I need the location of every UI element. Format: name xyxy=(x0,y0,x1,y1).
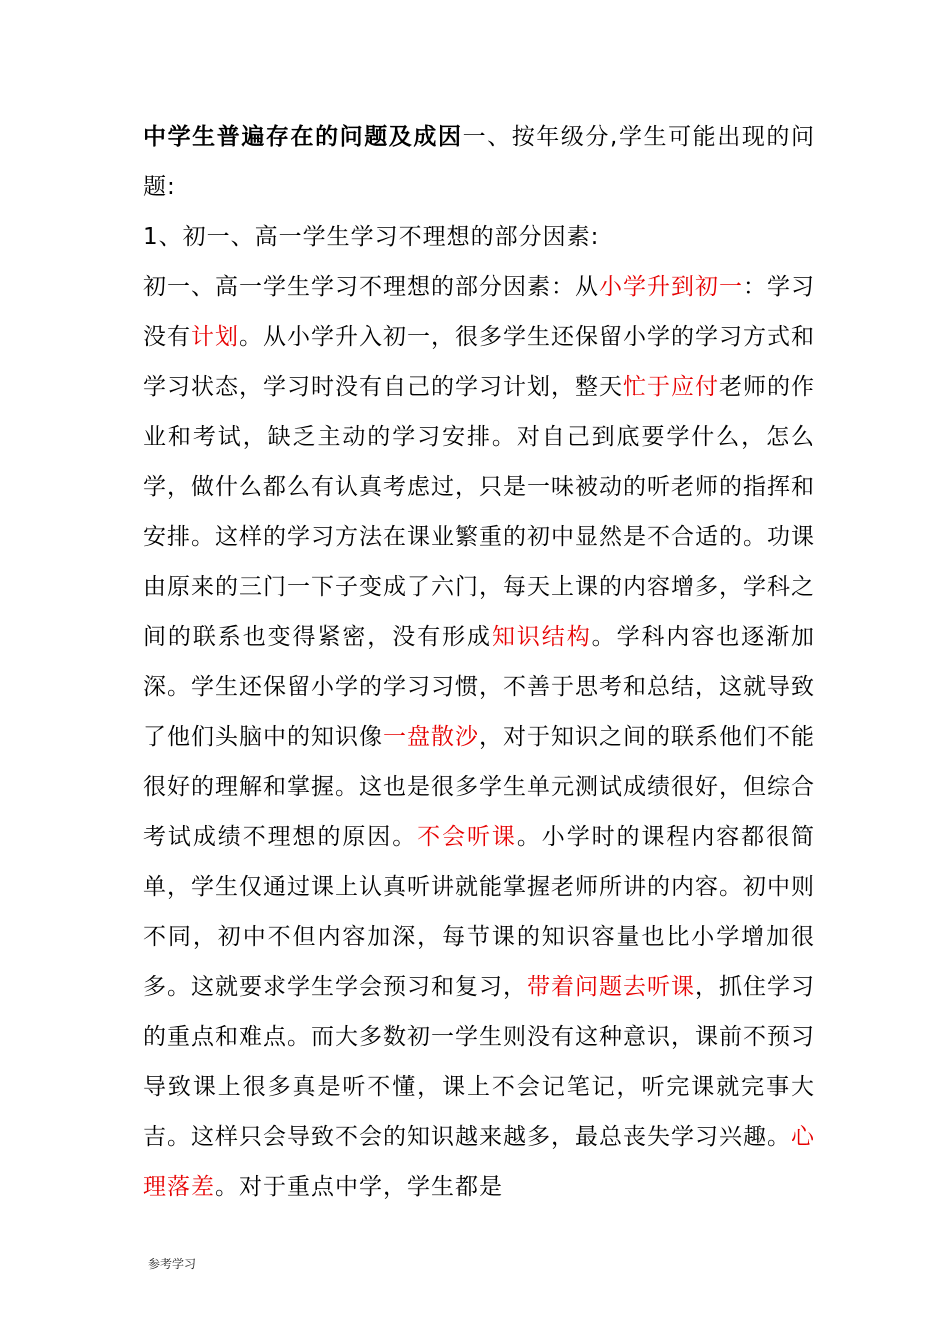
body-text-segment: 。从小学升入初一，很多学生还保留小学的学习方式和学习状态，学习时没有自己的学习计划，整天 xyxy=(143,324,815,400)
section-title: 1、初一、高一学生学习不理想的部分因素: xyxy=(143,224,600,250)
highlighted-phrase: 忙于应付 xyxy=(623,374,719,400)
highlighted-phrase: 心理落差 xyxy=(143,1124,815,1200)
highlighted-phrase: 知识结构 xyxy=(491,624,592,650)
heading-bold-title: 中学生普遍存在的问题及成因 xyxy=(143,124,463,150)
body-text-segment: ：学习没有 xyxy=(143,274,815,350)
body-text-segment: 。小学时的课程内容都很简单，学生仅通过课上认真听讲就能掌握老师所讲的内容。初中则不同，初中不但内容加深，每节课的知识容量也比小学增加很多。这就要求学生学会预习和复习， xyxy=(143,824,816,1000)
document-heading xyxy=(143,112,815,212)
heading-rest: 一、按年级分,学生可能出现的问题: xyxy=(143,124,816,200)
body-text-segment: ，抓住学习的重点和难点。而大多数初一学生则没有这种意识，课前不预习导致课上很多真是听不懂，课上不会记笔记，听完课就完事大吉。这样只会导致不会的知识越来越多，最总丧失学习兴趣。 xyxy=(143,974,815,1150)
highlighted-phrase: 带着问题去听课 xyxy=(527,974,695,1000)
highlighted-phrase: 不会听课 xyxy=(417,824,517,850)
highlighted-phrase: 计划 xyxy=(191,324,239,350)
body-text-segment: ，对于知识之间的联系他们不能很好的理解和掌握。这也是很多学生单元测试成绩很好，但综合考试成绩不理想的原因。 xyxy=(143,724,815,850)
highlighted-phrase: 小学升到初一 xyxy=(599,274,743,300)
highlighted-phrase: 一盘散沙 xyxy=(383,724,479,750)
body-text-segment: 。对于重点中学，学生都是 xyxy=(215,1174,503,1200)
footer-note: 参考学习 xyxy=(148,1257,197,1271)
body-text-segment: 老师的作业和考试，缺乏主动的学习安排。对自己到底要学什么，怎么学，做什么都么有认真考虑过，只是一味被动的听老师的指挥和安排。这样的学习方法在课业繁重的初中显然是不合适的。功课由原来的三门一下子变成了六门，每天上课的内容增多，学科之间的联系也变得紧密，没有形成 xyxy=(143,374,815,650)
document-body xyxy=(143,112,815,1212)
body-text-segment: 。学科内容也逐渐加深。学生还保留小学的学习习惯，不善于思考和总结，这就导致了他们头脑中的知识像 xyxy=(143,624,816,750)
body-text-segment: 初一、高一学生学习不理想的部分因素：从 xyxy=(143,274,599,300)
body-paragraph xyxy=(143,262,815,1212)
